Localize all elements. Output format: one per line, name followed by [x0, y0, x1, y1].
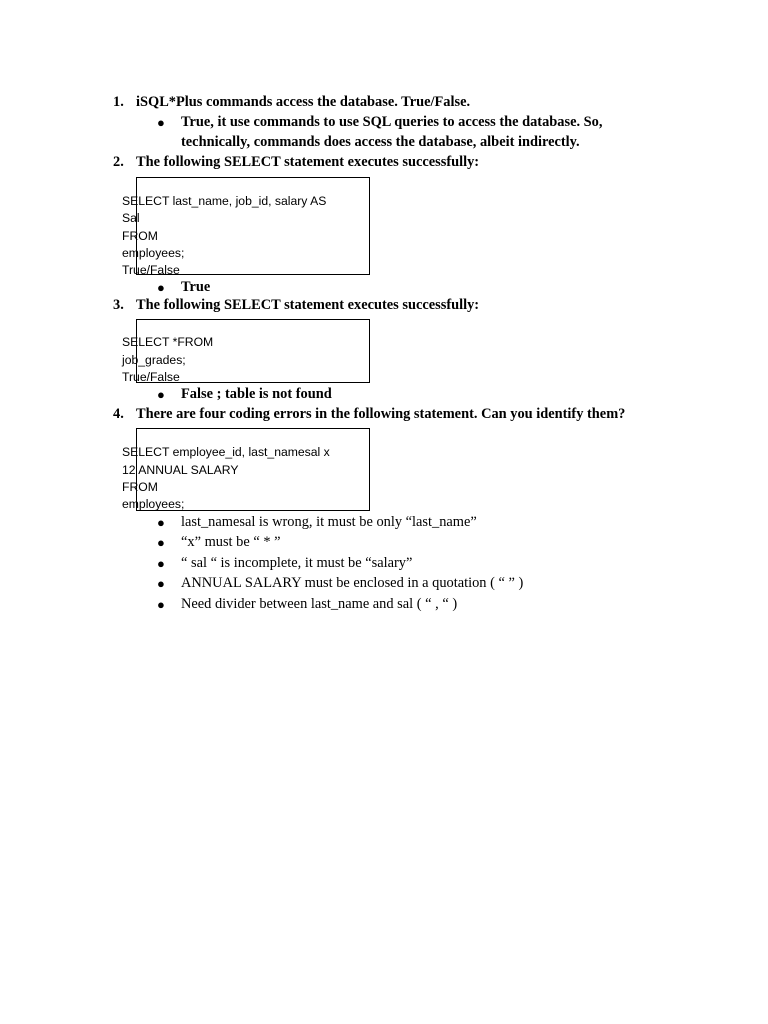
- question-3-number: 3.: [113, 297, 124, 313]
- code-line: 12 ANNUAL SALARY: [122, 463, 239, 477]
- bullet-icon: ●: [157, 280, 165, 295]
- question-4-number: 4.: [113, 406, 124, 422]
- question-2-number: 2.: [113, 154, 124, 170]
- code-box-frame: [136, 177, 370, 275]
- question-2-answer: True: [181, 279, 211, 295]
- question-2-text: The following SELECT statement executes successfully:: [136, 154, 480, 170]
- code-line: True/False: [122, 370, 180, 384]
- code-line: SELECT last_name, job_id, salary AS: [122, 194, 327, 208]
- code-line: employees;: [122, 497, 185, 511]
- code-line: SELECT *FROM: [122, 335, 214, 349]
- bullet-icon: ●: [157, 556, 165, 571]
- code-line: Sal: [122, 211, 140, 225]
- question-4-answer-5: Need divider between last_name and sal ( “ , “ ): [181, 596, 458, 612]
- bullet-icon: ●: [157, 387, 165, 402]
- code-line: job_grades;: [122, 353, 186, 367]
- question-1-answer-line-2: technically, commands does access the database, albeit indirectly.: [181, 134, 580, 150]
- code-line: SELECT employee_id, last_namesal x: [122, 445, 330, 459]
- question-3-answer: False ; table is not found: [181, 386, 332, 402]
- code-line: True/False: [122, 263, 180, 277]
- question-4-answer-4: ANNUAL SALARY must be enclosed in a quotation ( “ ” ): [181, 575, 524, 591]
- question-4-answer-2: “x” must be “ * ”: [181, 534, 281, 550]
- question-1-number: 1.: [113, 94, 124, 110]
- question-4-answer-3: “ sal “ is incomplete, it must be “salary”: [181, 555, 413, 571]
- bullet-icon: ●: [157, 597, 165, 612]
- code-line: FROM: [122, 480, 158, 494]
- code-line: employees;: [122, 246, 185, 260]
- bullet-icon: ●: [157, 115, 165, 130]
- question-1-answer-line-1: True, it use commands to use SQL queries to access the database. So,: [181, 114, 603, 130]
- question-3-text: The following SELECT statement executes successfully:: [136, 297, 480, 313]
- question-4-text: There are four coding errors in the following statement. Can you identify them?: [136, 406, 626, 422]
- code-line: FROM: [122, 229, 158, 243]
- question-4-answer-1: last_namesal is wrong, it must be only “last_name”: [181, 514, 477, 530]
- bullet-icon: ●: [157, 576, 165, 591]
- bullet-icon: ●: [157, 535, 165, 550]
- bullet-icon: ●: [157, 515, 165, 530]
- question-1-text: iSQL*Plus commands access the database. True/False.: [136, 94, 471, 110]
